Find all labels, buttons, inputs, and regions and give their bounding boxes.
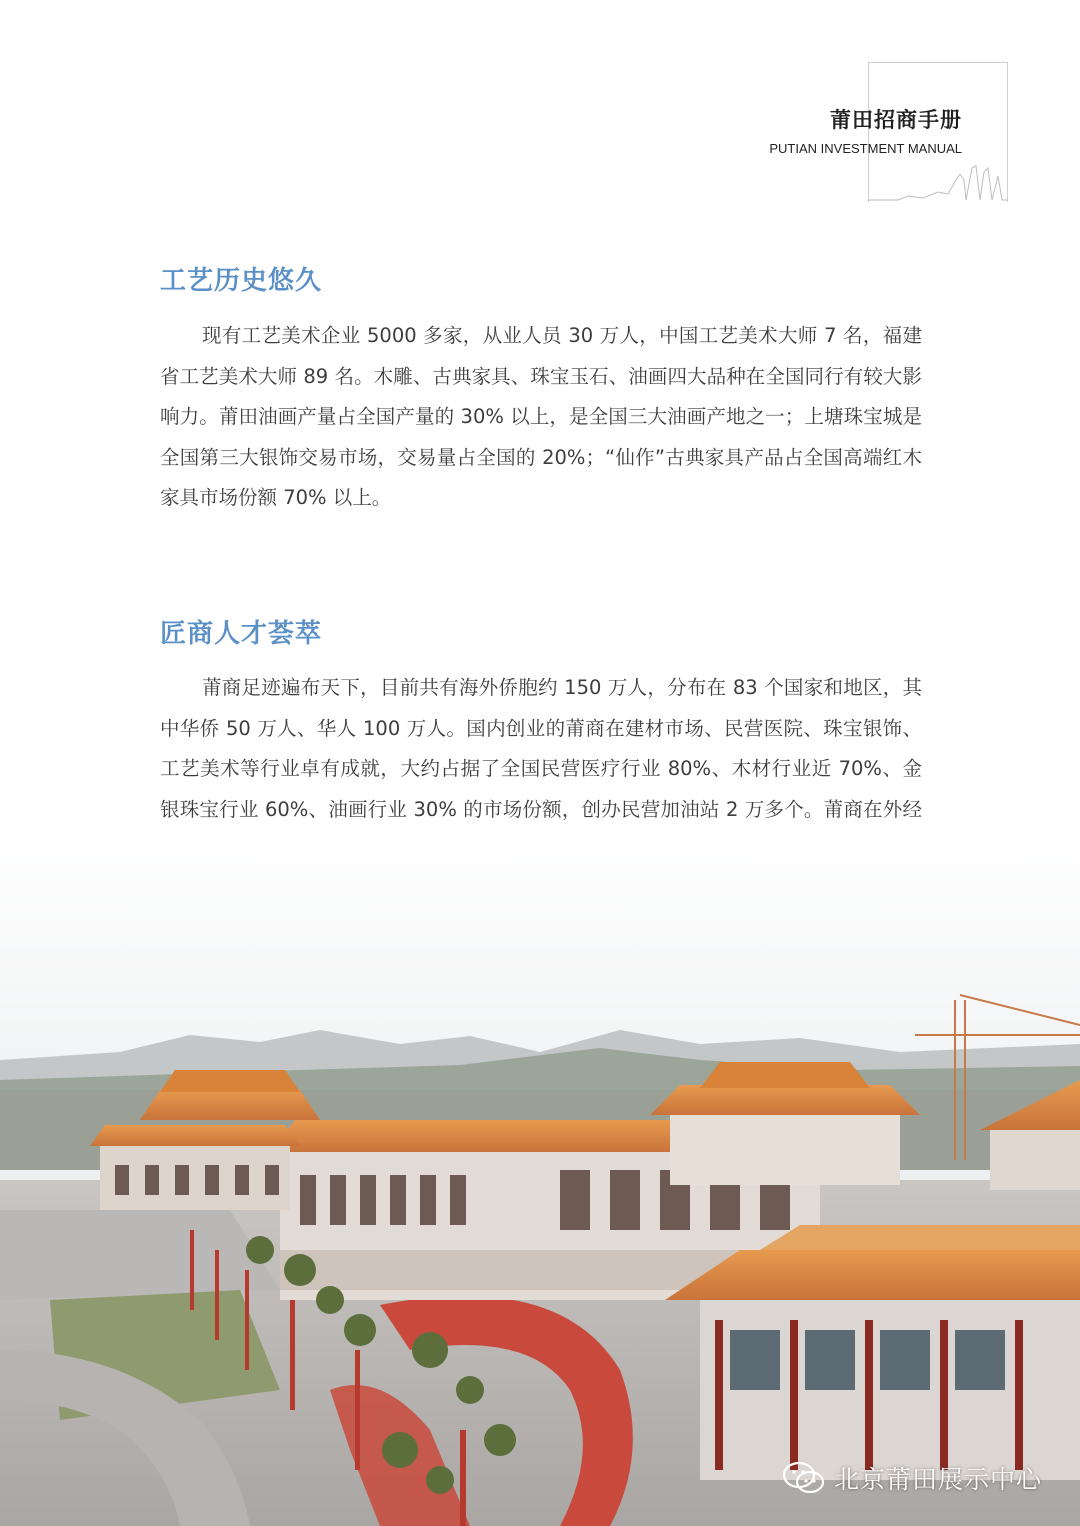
watermark (782, 1456, 1042, 1500)
watermark-text: 北京莆田展示中心 (834, 1465, 1043, 1494)
section-body-craft: 现有工艺美术企业 5000 多家，从业人员 30 万人，中国工艺美术大师 7 名，福建省工艺美术大师 89 名。木雕、古典家具、珠宝玉石、油画四大品种在全国同行有较大影响力。莆田油画产量占全国产量的 30% 以上，是全国三大油画产地之一；上塘珠宝城是全国第三大银饰交易市场，交易量占全国的 20%；“仙作”古典家具产品占全国高端红木家具市场份额 70% 以上。 (160, 324, 922, 509)
skyline-icon (868, 160, 1008, 204)
section-title-craft: 工艺历史悠久 (160, 266, 323, 296)
manual-title: 莆田招商手册 (830, 108, 962, 132)
section-title-talent: 匠商人才荟萃 (160, 619, 323, 649)
market-complex-photo (0, 830, 1080, 1526)
section-body-talent: 莆商足迹遍布天下，目前共有海外侨胞约 150 万人，分布在 83 个国家和地区，其中华侨 50 万人、华人 100 万人。国内创业的莆商在建材市场、民营医院、珠宝银饰、工艺美术等行业卓有成就，大约占据了全国民营医疗行业 80%、木材行业近 70%、金银珠宝行业 60%、油画行业 30% 的市场份额，创办民营加油站 2 万多个。莆商在外经 (160, 676, 922, 821)
wechat-icon (782, 1460, 826, 1496)
manual-subtitle: PUTIAN INVESTMENT MANUAL (769, 141, 962, 156)
